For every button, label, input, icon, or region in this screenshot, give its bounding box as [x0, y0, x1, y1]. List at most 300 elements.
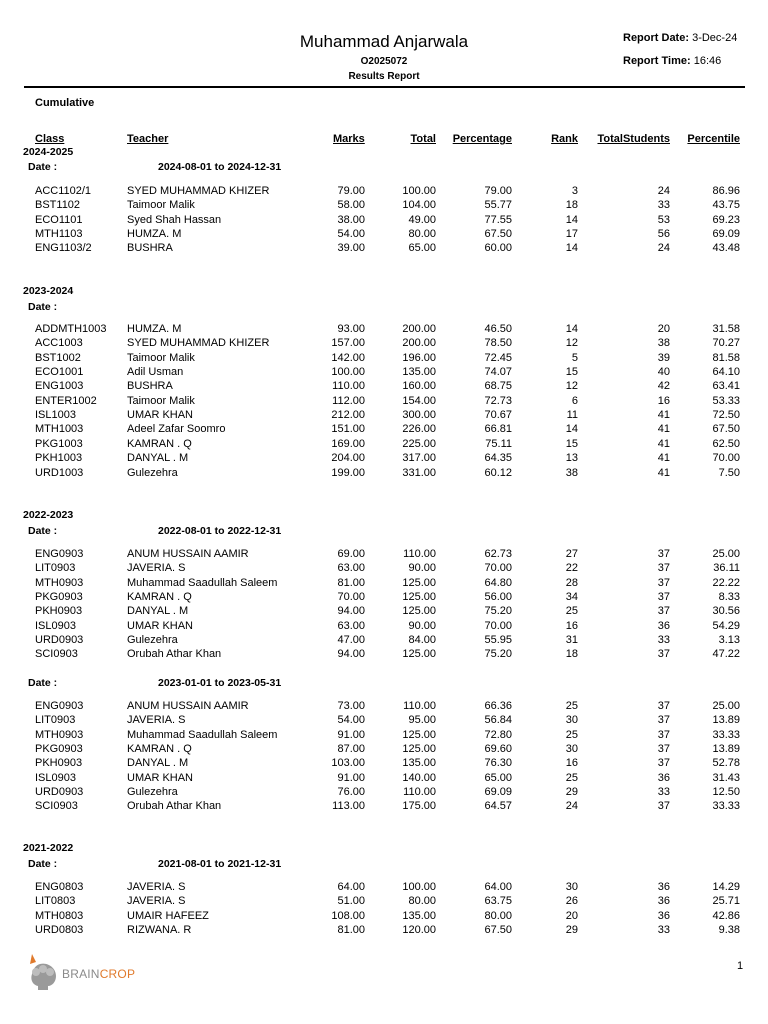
total-students-cell: 37	[657, 714, 670, 726]
class-cell: ENG0803	[35, 881, 84, 893]
percentage-cell: 70.00	[484, 620, 512, 632]
marks-cell: 58.00	[337, 199, 365, 211]
marks-cell: 39.00	[337, 242, 365, 254]
rank-cell: 14	[565, 214, 578, 226]
percentile-cell: 52.78	[712, 757, 740, 769]
class-cell: PKG0903	[35, 743, 83, 755]
total-cell: 317.00	[402, 452, 436, 464]
class-cell: ECO1001	[35, 366, 84, 378]
total-students-cell: 33	[657, 634, 670, 646]
total-students-cell: 37	[657, 648, 670, 660]
table-row	[0, 604, 768, 618]
total-students-cell: 41	[657, 467, 670, 479]
percentile-cell: 30.56	[712, 605, 740, 617]
table-row	[0, 322, 768, 336]
total-cell: 125.00	[402, 577, 436, 589]
total-cell: 49.00	[408, 214, 436, 226]
total-students-cell: 20	[657, 323, 670, 335]
rank-cell: 17	[565, 228, 578, 240]
table-row	[0, 799, 768, 813]
percentage-cell: 76.30	[484, 757, 512, 769]
term-date-label: Date :	[28, 161, 58, 173]
teacher-cell: UMAR KHAN	[127, 772, 194, 784]
class-cell: ENG1003	[35, 380, 84, 392]
teacher-cell: KAMRAN . Q	[127, 591, 192, 603]
total-students-cell: 37	[657, 743, 670, 755]
percentile-cell: 7.50	[718, 467, 740, 479]
table-row	[0, 728, 768, 742]
rank-cell: 30	[565, 714, 578, 726]
rank-cell: 3	[571, 185, 578, 197]
percentile-cell: 25.00	[712, 700, 740, 712]
percentile-cell: 8.33	[718, 591, 740, 603]
report-time-value: 16:46	[693, 55, 722, 67]
percentage-cell: 74.07	[484, 366, 512, 378]
braincrop-logo	[26, 952, 136, 992]
column-header-class: Class	[35, 133, 65, 145]
table-row	[0, 365, 768, 379]
teacher-cell: KAMRAN . Q	[127, 743, 192, 755]
class-cell: MTH1103	[35, 228, 83, 240]
total-students-cell: 33	[657, 786, 670, 798]
year-label: 2024-2025	[23, 146, 74, 158]
total-students-cell: 41	[657, 438, 670, 450]
marks-cell: 38.00	[337, 214, 365, 226]
table-row	[0, 909, 768, 923]
total-cell: 125.00	[402, 591, 436, 603]
rank-cell: 18	[565, 199, 578, 211]
total-students-cell: 41	[657, 423, 670, 435]
table-row	[0, 437, 768, 451]
class-cell: LIT0903	[35, 714, 76, 726]
term-date-range: 2022-08-01 to 2022-12-31	[158, 525, 282, 537]
rank-cell: 15	[565, 366, 578, 378]
total-students-cell: 37	[657, 562, 670, 574]
table-row	[0, 647, 768, 661]
rank-cell: 27	[565, 548, 578, 560]
marks-cell: 73.00	[337, 700, 365, 712]
rank-cell: 30	[565, 743, 578, 755]
class-cell: LIT0803	[35, 895, 76, 907]
total-students-cell: 33	[657, 199, 670, 211]
total-cell: 100.00	[402, 881, 436, 893]
rank-cell: 29	[565, 924, 578, 936]
class-cell: URD0903	[35, 786, 84, 798]
total-students-cell: 38	[657, 337, 670, 349]
table-row	[0, 466, 768, 480]
term-date-label: Date :	[28, 525, 58, 537]
rank-cell: 14	[565, 423, 578, 435]
class-cell: PKG1003	[35, 438, 83, 450]
percentage-cell: 69.09	[484, 786, 512, 798]
total-cell: 135.00	[402, 757, 436, 769]
table-row	[0, 241, 768, 255]
class-cell: MTH0803	[35, 910, 84, 922]
total-cell: 84.00	[408, 634, 436, 646]
marks-cell: 151.00	[331, 423, 365, 435]
total-cell: 80.00	[408, 228, 436, 240]
rank-cell: 31	[565, 634, 578, 646]
class-cell: PKH0903	[35, 757, 83, 769]
rank-cell: 5	[571, 352, 578, 364]
teacher-cell: UMAR KHAN	[127, 620, 194, 632]
percentile-cell: 43.48	[712, 242, 740, 254]
table-row	[0, 547, 768, 561]
percentile-cell: 67.50	[712, 423, 740, 435]
student-id: O2025072	[360, 56, 408, 67]
table-row	[0, 771, 768, 785]
total-cell: 65.00	[408, 242, 436, 254]
total-students-cell: 42	[657, 380, 670, 392]
class-cell: ENTER1002	[35, 395, 97, 407]
marks-cell: 93.00	[337, 323, 365, 335]
total-students-cell: 40	[657, 366, 670, 378]
term-date-range: 2023-01-01 to 2023-05-31	[158, 677, 282, 689]
percentile-cell: 36.11	[713, 562, 740, 574]
class-cell: ISL0903	[35, 772, 76, 784]
total-cell: 225.00	[402, 438, 436, 450]
brand-name-part2: CROP	[99, 967, 136, 981]
class-cell: URD0803	[35, 924, 84, 936]
class-cell: BST1002	[35, 352, 81, 364]
percentile-cell: 72.50	[712, 409, 740, 421]
total-cell: 196.00	[402, 352, 436, 364]
marks-cell: 81.00	[337, 577, 365, 589]
column-header-total-students: TotalStudents	[597, 133, 670, 145]
table-row	[0, 923, 768, 937]
teacher-cell: HUMZA. M	[127, 323, 182, 335]
percentage-cell: 75.20	[484, 648, 512, 660]
percentile-cell: 42.86	[712, 910, 740, 922]
table-row	[0, 713, 768, 727]
table-row	[0, 742, 768, 756]
total-cell: 140.00	[402, 772, 436, 784]
report-time-label: Report Time:	[623, 55, 691, 67]
table-row	[0, 351, 768, 365]
rank-cell: 15	[565, 438, 578, 450]
teacher-cell: Adeel Zafar Soomro	[127, 423, 226, 435]
percentile-cell: 25.71	[712, 895, 740, 907]
percentile-cell: 33.33	[712, 800, 740, 812]
marks-cell: 108.00	[331, 910, 365, 922]
rank-cell: 24	[565, 800, 578, 812]
total-cell: 125.00	[402, 605, 436, 617]
percentile-cell: 22.22	[712, 577, 740, 589]
class-cell: URD1003	[35, 467, 84, 479]
class-cell: ENG0903	[35, 700, 84, 712]
class-cell: LIT0903	[35, 562, 76, 574]
column-headers	[0, 133, 768, 147]
rank-cell: 22	[565, 562, 578, 574]
percentile-cell: 69.23	[712, 214, 740, 226]
rank-cell: 28	[565, 577, 578, 589]
percentile-cell: 81.58	[712, 352, 740, 364]
total-cell: 90.00	[408, 620, 436, 632]
marks-cell: 100.00	[331, 366, 365, 378]
teacher-cell: JAVERIA. S	[127, 881, 186, 893]
class-cell: ISL0903	[35, 620, 76, 632]
teacher-cell: KAMRAN . Q	[127, 438, 192, 450]
percentile-cell: 43.75	[712, 199, 740, 211]
column-header-marks: Marks	[333, 133, 365, 145]
marks-cell: 91.00	[337, 772, 365, 784]
marks-cell: 157.00	[331, 337, 365, 349]
class-cell: PKH0903	[35, 605, 83, 617]
brain-head-icon	[26, 952, 62, 992]
percentage-cell: 70.67	[484, 409, 512, 421]
percentage-cell: 64.00	[484, 881, 512, 893]
percentile-cell: 31.43	[712, 772, 740, 784]
table-row	[0, 619, 768, 633]
percentile-cell: 3.13	[718, 634, 740, 646]
table-row	[0, 561, 768, 575]
teacher-cell: SYED MUHAMMAD KHIZER	[127, 185, 270, 197]
total-students-cell: 36	[657, 620, 670, 632]
percentage-cell: 55.77	[484, 199, 512, 211]
report-header	[0, 0, 768, 90]
percentile-cell: 53.33	[712, 395, 740, 407]
rank-cell: 38	[565, 467, 578, 479]
rank-cell: 13	[565, 452, 578, 464]
class-cell: ACC1102/1	[35, 185, 92, 197]
percentage-cell: 70.00	[484, 562, 512, 574]
rank-cell: 25	[565, 700, 578, 712]
report-date	[623, 32, 737, 44]
teacher-cell: Gulezehra	[127, 786, 178, 798]
marks-cell: 112.00	[332, 395, 365, 407]
table-row	[0, 880, 768, 894]
marks-cell: 54.00	[337, 228, 365, 240]
total-cell: 160.00	[402, 380, 436, 392]
total-students-cell: 24	[657, 185, 670, 197]
rank-cell: 11	[566, 409, 578, 421]
percentage-cell: 75.20	[484, 605, 512, 617]
marks-cell: 54.00	[337, 714, 365, 726]
table-row	[0, 198, 768, 212]
total-students-cell: 24	[657, 242, 670, 254]
total-students-cell: 37	[657, 729, 670, 741]
percentage-cell: 64.35	[484, 452, 512, 464]
table-row	[0, 422, 768, 436]
percentage-cell: 77.55	[484, 214, 512, 226]
percentile-cell: 33.33	[712, 729, 740, 741]
percentage-cell: 64.80	[484, 577, 512, 589]
percentage-cell: 66.36	[484, 700, 512, 712]
percentage-cell: 55.95	[484, 634, 512, 646]
percentile-cell: 86.96	[712, 185, 740, 197]
marks-cell: 103.00	[331, 757, 365, 769]
teacher-cell: Taimoor Malik	[127, 395, 195, 407]
table-row	[0, 699, 768, 713]
cumulative-label: Cumulative	[35, 97, 95, 109]
total-cell: 135.00	[402, 910, 436, 922]
total-cell: 125.00	[402, 729, 436, 741]
marks-cell: 63.00	[337, 620, 365, 632]
marks-cell: 113.00	[332, 800, 365, 812]
percentage-cell: 67.50	[484, 228, 512, 240]
teacher-cell: DANYAL . M	[127, 605, 189, 617]
marks-cell: 70.00	[337, 591, 365, 603]
percentage-cell: 63.75	[484, 895, 512, 907]
year-label: 2021-2022	[23, 842, 74, 854]
marks-cell: 69.00	[337, 548, 365, 560]
total-cell: 120.00	[402, 924, 436, 936]
report-date-value: 3-Dec-24	[692, 32, 738, 44]
class-cell: URD0903	[35, 634, 84, 646]
total-students-cell: 53	[657, 214, 670, 226]
term-date-label: Date :	[28, 677, 58, 689]
total-cell: 80.00	[408, 895, 436, 907]
total-students-cell: 37	[657, 800, 670, 812]
percentage-cell: 62.73	[484, 548, 512, 560]
percentile-cell: 63.41	[712, 380, 740, 392]
table-row	[0, 590, 768, 604]
teacher-cell: JAVERIA. S	[127, 562, 186, 574]
total-cell: 331.00	[402, 467, 436, 479]
percentage-cell: 75.11	[485, 438, 512, 450]
rank-cell: 12	[565, 380, 578, 392]
total-students-cell: 36	[657, 772, 670, 784]
total-cell: 104.00	[402, 199, 436, 211]
total-cell: 110.00	[403, 700, 436, 712]
header-divider	[24, 86, 745, 88]
rank-cell: 26	[565, 895, 578, 907]
report-title: Results Report	[348, 71, 420, 82]
total-students-cell: 37	[657, 605, 670, 617]
percentile-cell: 14.29	[712, 881, 740, 893]
percentage-cell: 56.00	[484, 591, 512, 603]
percentage-cell: 80.00	[484, 910, 512, 922]
total-students-cell: 33	[657, 924, 670, 936]
page-number: 1	[737, 960, 744, 972]
teacher-cell: Orubah Athar Khan	[127, 648, 222, 660]
term-date-range: 2024-08-01 to 2024-12-31	[158, 161, 282, 173]
column-header-percentage: Percentage	[452, 133, 512, 145]
teacher-cell: DANYAL . M	[127, 757, 189, 769]
rank-cell: 25	[565, 729, 578, 741]
total-students-cell: 37	[657, 577, 670, 589]
percentage-cell: 65.00	[484, 772, 512, 784]
report-date-label: Report Date:	[623, 32, 690, 44]
class-cell: MTH1003	[35, 423, 84, 435]
table-row	[0, 336, 768, 350]
percentage-cell: 46.50	[484, 323, 512, 335]
class-cell: MTH0903	[35, 729, 84, 741]
class-cell: SCI0903	[35, 648, 78, 660]
marks-cell: 81.00	[337, 924, 365, 936]
rank-cell: 18	[565, 648, 578, 660]
percentile-cell: 13.89	[712, 714, 740, 726]
total-students-cell: 56	[657, 228, 670, 240]
term-date-label: Date :	[28, 858, 58, 870]
percentile-cell: 12.50	[712, 786, 740, 798]
marks-cell: 64.00	[337, 881, 365, 893]
rank-cell: 20	[565, 910, 578, 922]
percentage-cell: 60.00	[484, 242, 512, 254]
percentage-cell: 72.73	[484, 395, 512, 407]
teacher-cell: Adil Usman	[127, 366, 184, 378]
percentage-cell: 69.60	[484, 743, 512, 755]
year-label: 2022-2023	[23, 509, 74, 521]
percentage-cell: 72.80	[484, 729, 512, 741]
total-cell: 200.00	[402, 323, 436, 335]
teacher-cell: JAVERIA. S	[127, 714, 186, 726]
total-cell: 175.00	[402, 800, 436, 812]
percentile-cell: 9.38	[718, 924, 740, 936]
total-students-cell: 36	[657, 910, 670, 922]
marks-cell: 94.00	[337, 605, 365, 617]
teacher-cell: UMAIR HAFEEZ	[127, 910, 209, 922]
total-students-cell: 41	[657, 452, 670, 464]
teacher-cell: Taimoor Malik	[127, 352, 195, 364]
percentage-cell: 66.81	[484, 423, 512, 435]
table-row	[0, 408, 768, 422]
teacher-cell: ANUM HUSSAIN AAMIR	[127, 700, 249, 712]
total-students-cell: 37	[657, 591, 670, 603]
report-time	[623, 55, 721, 67]
class-cell: ENG1103/2	[35, 242, 92, 254]
teacher-cell: Muhammad Saadullah Saleem	[127, 577, 278, 589]
total-students-cell: 16	[657, 395, 670, 407]
class-cell: SCI0903	[35, 800, 78, 812]
column-header-total: Total	[410, 133, 436, 145]
class-cell: BST1102	[35, 199, 81, 211]
teacher-cell: DANYAL . M	[127, 452, 189, 464]
total-students-cell: 39	[657, 352, 670, 364]
table-row	[0, 379, 768, 393]
percentage-cell: 78.50	[484, 337, 512, 349]
teacher-cell: UMAR KHAN	[127, 409, 194, 421]
total-cell: 110.00	[403, 786, 436, 798]
percentage-cell: 72.45	[484, 352, 512, 364]
marks-cell: 199.00	[331, 467, 365, 479]
marks-cell: 51.00	[337, 895, 365, 907]
marks-cell: 204.00	[331, 452, 365, 464]
total-cell: 300.00	[402, 409, 436, 421]
percentage-cell: 64.57	[484, 800, 512, 812]
total-students-cell: 37	[657, 757, 670, 769]
total-students-cell: 37	[657, 700, 670, 712]
percentage-cell: 67.50	[484, 924, 512, 936]
marks-cell: 47.00	[337, 634, 365, 646]
term-date-range: 2021-08-01 to 2021-12-31	[158, 858, 282, 870]
year-label: 2023-2024	[23, 285, 74, 297]
table-row	[0, 894, 768, 908]
marks-cell: 76.00	[337, 786, 365, 798]
percentile-cell: 70.27	[712, 337, 740, 349]
rank-cell: 25	[565, 772, 578, 784]
total-cell: 154.00	[402, 395, 436, 407]
rank-cell: 16	[565, 757, 578, 769]
rank-cell: 30	[565, 881, 578, 893]
percentile-cell: 69.09	[712, 228, 740, 240]
marks-cell: 142.00	[331, 352, 365, 364]
marks-cell: 79.00	[337, 185, 365, 197]
total-cell: 95.00	[408, 714, 436, 726]
brand-name-part1: BRAIN	[62, 967, 100, 981]
total-cell: 226.00	[402, 423, 436, 435]
percentage-cell: 56.84	[484, 714, 512, 726]
percentile-cell: 70.00	[712, 452, 740, 464]
class-cell: ADDMTH1003	[35, 323, 107, 335]
teacher-cell: Syed Shah Hassan	[127, 214, 222, 226]
term-date-label: Date :	[28, 301, 58, 313]
teacher-cell: SYED MUHAMMAD KHIZER	[127, 337, 270, 349]
column-header-rank: Rank	[551, 133, 578, 145]
marks-cell: 94.00	[337, 648, 365, 660]
teacher-cell: BUSHRA	[127, 242, 173, 254]
teacher-cell: HUMZA. M	[127, 228, 182, 240]
